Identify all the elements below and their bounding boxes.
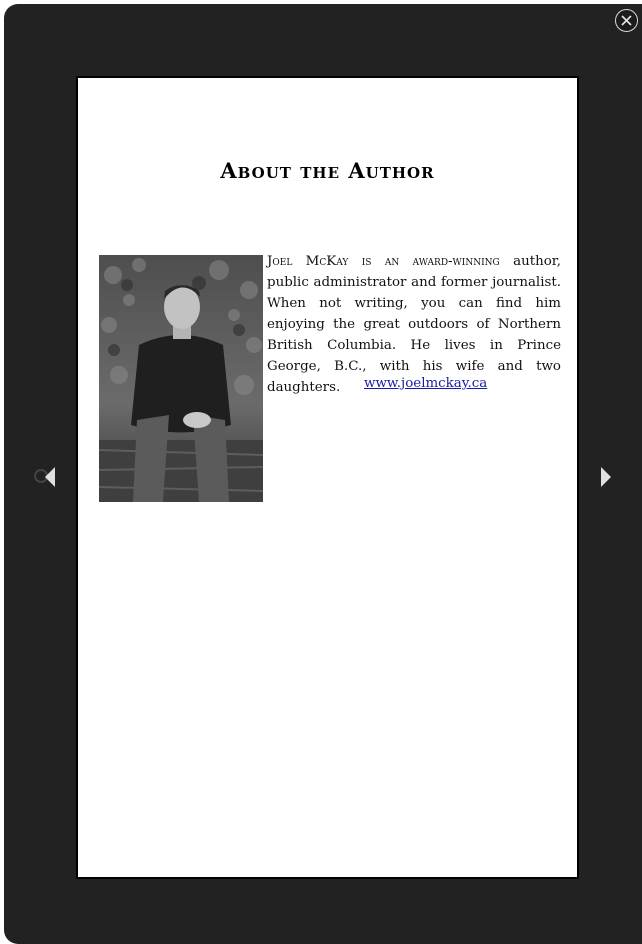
book-page (76, 76, 579, 879)
bio-lead: Joel McKay is an award-winning (267, 254, 500, 269)
previous-page-button[interactable] (32, 459, 68, 495)
book-viewer (4, 4, 642, 944)
author-photo-image (99, 255, 263, 502)
close-icon (620, 14, 633, 27)
page-title: About the Author (220, 158, 435, 183)
author-website-link[interactable]: www.joelmckay.ca (364, 376, 488, 391)
triangle-left-icon (43, 466, 57, 488)
triangle-right-icon (599, 466, 613, 488)
next-page-button[interactable] (588, 459, 624, 495)
author-photo (99, 255, 263, 502)
close-button[interactable] (615, 9, 638, 32)
bio-text: author, public administrator and former journalist. When not writing, you can find him enjoying the great outdoors of Northern British Columbia. He lives in Prince George, B.C., with his wife and two daughters. (267, 254, 561, 395)
